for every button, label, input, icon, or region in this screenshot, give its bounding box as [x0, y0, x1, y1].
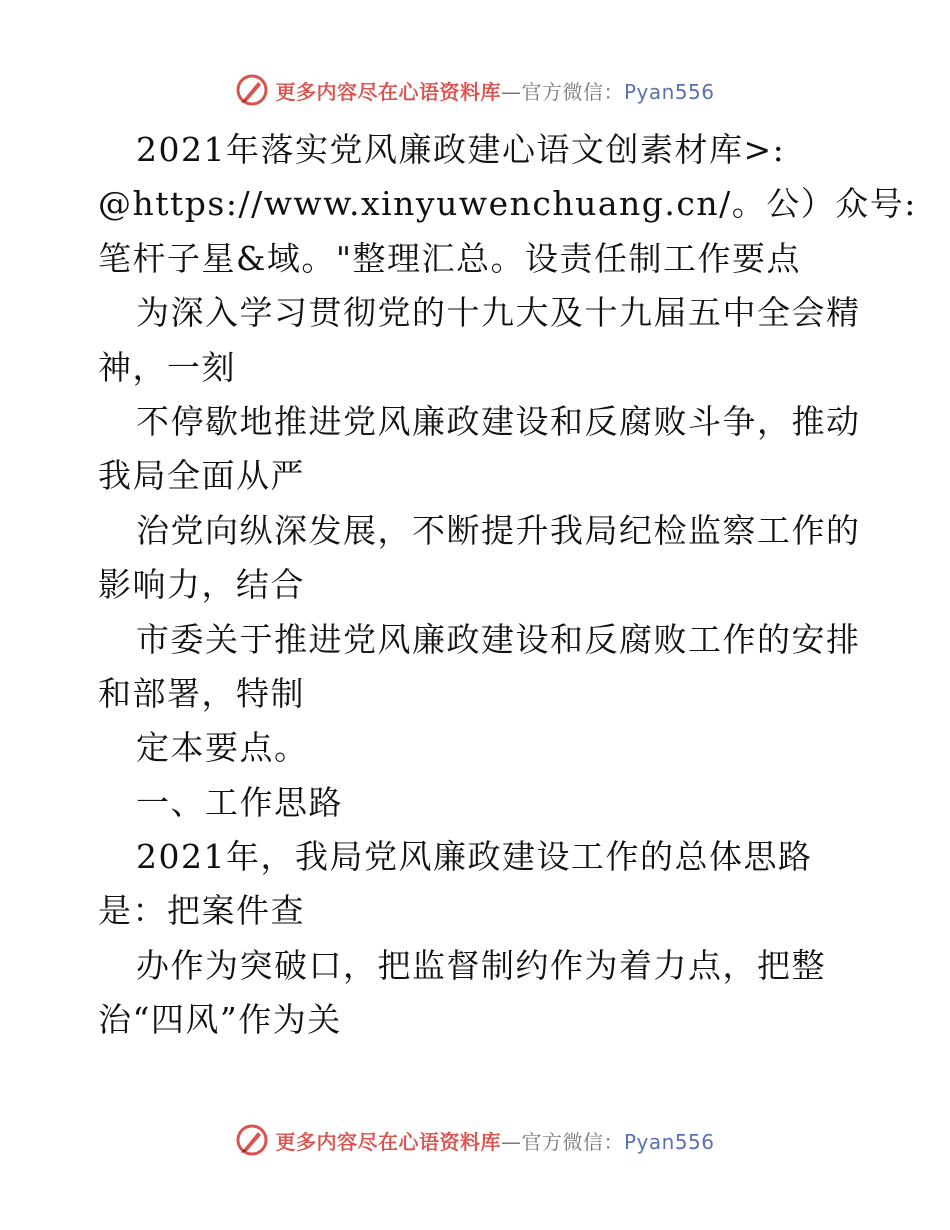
- doc-line: 是：把案件查: [98, 891, 305, 931]
- header-banner: [0, 70, 950, 110]
- doc-line: 定本要点。: [136, 728, 309, 768]
- doc-line: 市委关于推进党风廉政建设和反腐败工作的安排: [136, 619, 861, 659]
- doc-line: 2021年落实党风廉政建心语文创素材库>:: [136, 130, 786, 169]
- doc-line: 我局全面从严: [98, 456, 305, 496]
- doc-line: 神，一刻: [98, 347, 236, 387]
- doc-line: 办作为突破口，把监督制约作为着力点，把整: [136, 945, 826, 985]
- doc-line: 2021年，我局党风廉政建设工作的总体思路: [136, 837, 813, 877]
- quill-logo-icon: [235, 73, 269, 107]
- banner-prefix: 更多内容尽在心语资料库: [275, 1129, 501, 1154]
- banner-text: [275, 76, 714, 105]
- doc-line: 和部署，特制: [98, 673, 305, 713]
- doc-line: 不停歇地推进党风廉政建设和反腐败斗争，推动: [136, 401, 861, 441]
- section-heading: 一、工作思路: [136, 782, 343, 822]
- doc-line: 笔杆子星&域。"整理汇总。设责任制工作要点: [98, 238, 802, 278]
- banner-account: Pyan556: [623, 1129, 715, 1154]
- banner-separator: —官方微信：: [500, 79, 624, 104]
- footer-banner: [0, 1120, 950, 1160]
- banner-prefix: 更多内容尽在心语资料库: [275, 79, 501, 104]
- banner-separator: —官方微信：: [500, 1129, 624, 1154]
- quill-logo-icon: [235, 1123, 269, 1157]
- banner-text: [275, 1126, 714, 1155]
- doc-line: 治“四风”作为关: [98, 1000, 342, 1040]
- doc-line: 治党向纵深发展，不断提升我局纪检监察工作的: [136, 510, 861, 550]
- doc-line: @https://www.xinyuwenchuang.cn/。公）众号:: [98, 184, 917, 224]
- doc-line: 影响力，结合: [98, 565, 305, 605]
- banner-account: Pyan556: [623, 79, 715, 104]
- doc-line: 为深入学习贯彻党的十九大及十九届五中全会精: [136, 293, 861, 333]
- document-body: [98, 123, 917, 1048]
